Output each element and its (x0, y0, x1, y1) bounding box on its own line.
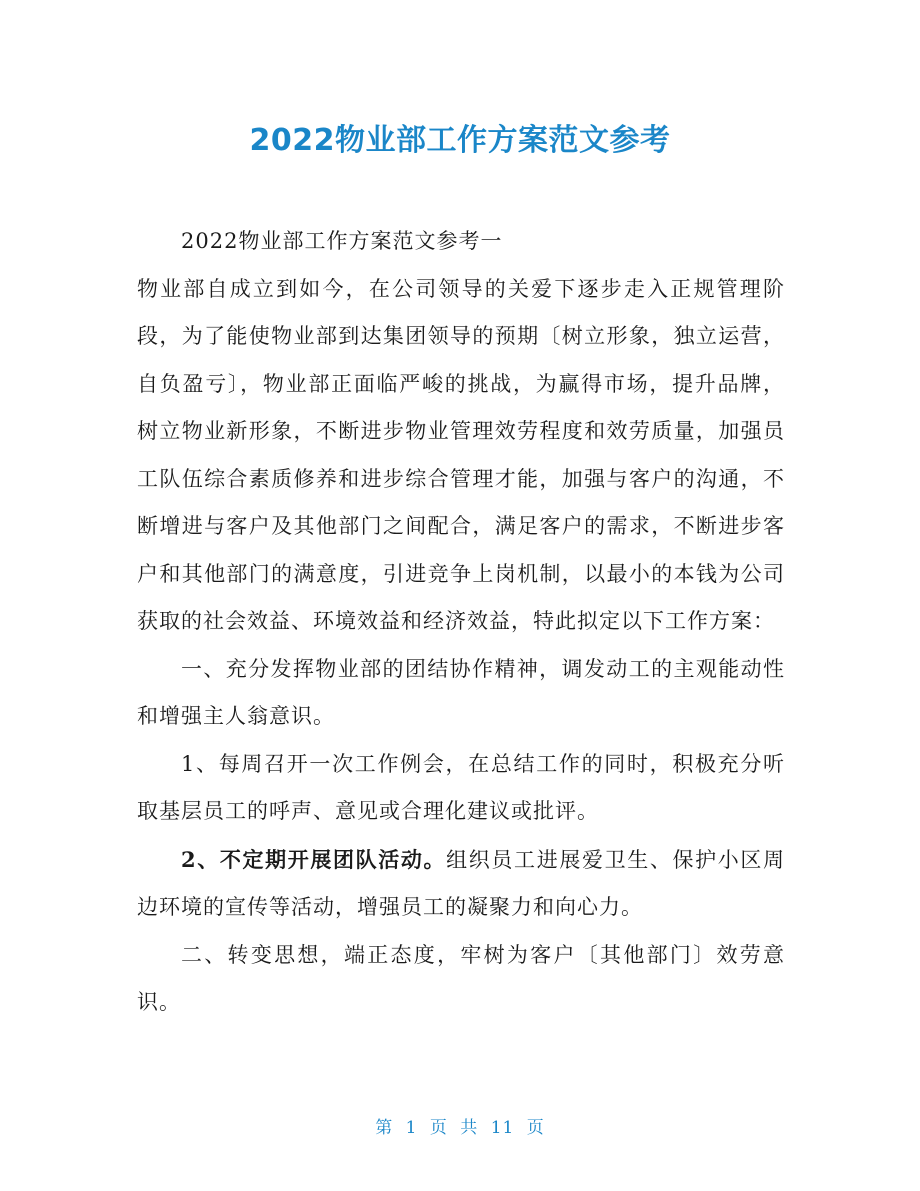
item-two-text: 组织员工进展爱卫生、保护小区周边环境的宣传等活动，增强员工的凝聚力和向心力。 (137, 847, 785, 919)
document-body (137, 218, 785, 1027)
section-heading: 2022物业部工作方案范文参考一 (181, 229, 503, 253)
document-title: 2022物业部工作方案范文参考 (249, 123, 671, 158)
paragraph-item-two (137, 836, 785, 932)
paragraph-item-one: 1、每周召开一次工作例会，在总结工作的同时，积极充分听取基层员工的呼声、意见或合理化建议或批评。 (137, 751, 785, 823)
page-number-footer: 第 1 页 共 11 页 (375, 1118, 545, 1138)
paragraph-section-two: 二、转变思想，端正态度，牢树为客户〔其他部门〕效劳意识。 (137, 942, 785, 1014)
paragraph-section-one: 一、充分发挥物业部的团结协作精神，调发动工的主观能动性和增强主人翁意识。 (137, 656, 785, 728)
item-two-heading: 2、不定期开展团队活动。 (181, 846, 447, 872)
paragraph-intro: 物业部自成立到如今，在公司领导的关爱下逐步走入正规管理阶段，为了能使物业部到达集团领导的预期〔树立形象，独立运营，自负盈亏〕，物业部正面临严峻的挑战，为赢得市场，提升品牌，树立物业新形象，不断进步物业管理效劳程度和效劳质量，加强员工队伍综合素质修养和进步综合管理才能，加强与客户的沟通，不断增进与客户及其他部门之间配合，满足客户的需求，不断进步客户和其他部门的满意度，引进竞争上岗机制，以最小的本钱为公司获取的社会效益、环境效益和经济效益，特此拟定以下工作方案： (137, 276, 785, 633)
